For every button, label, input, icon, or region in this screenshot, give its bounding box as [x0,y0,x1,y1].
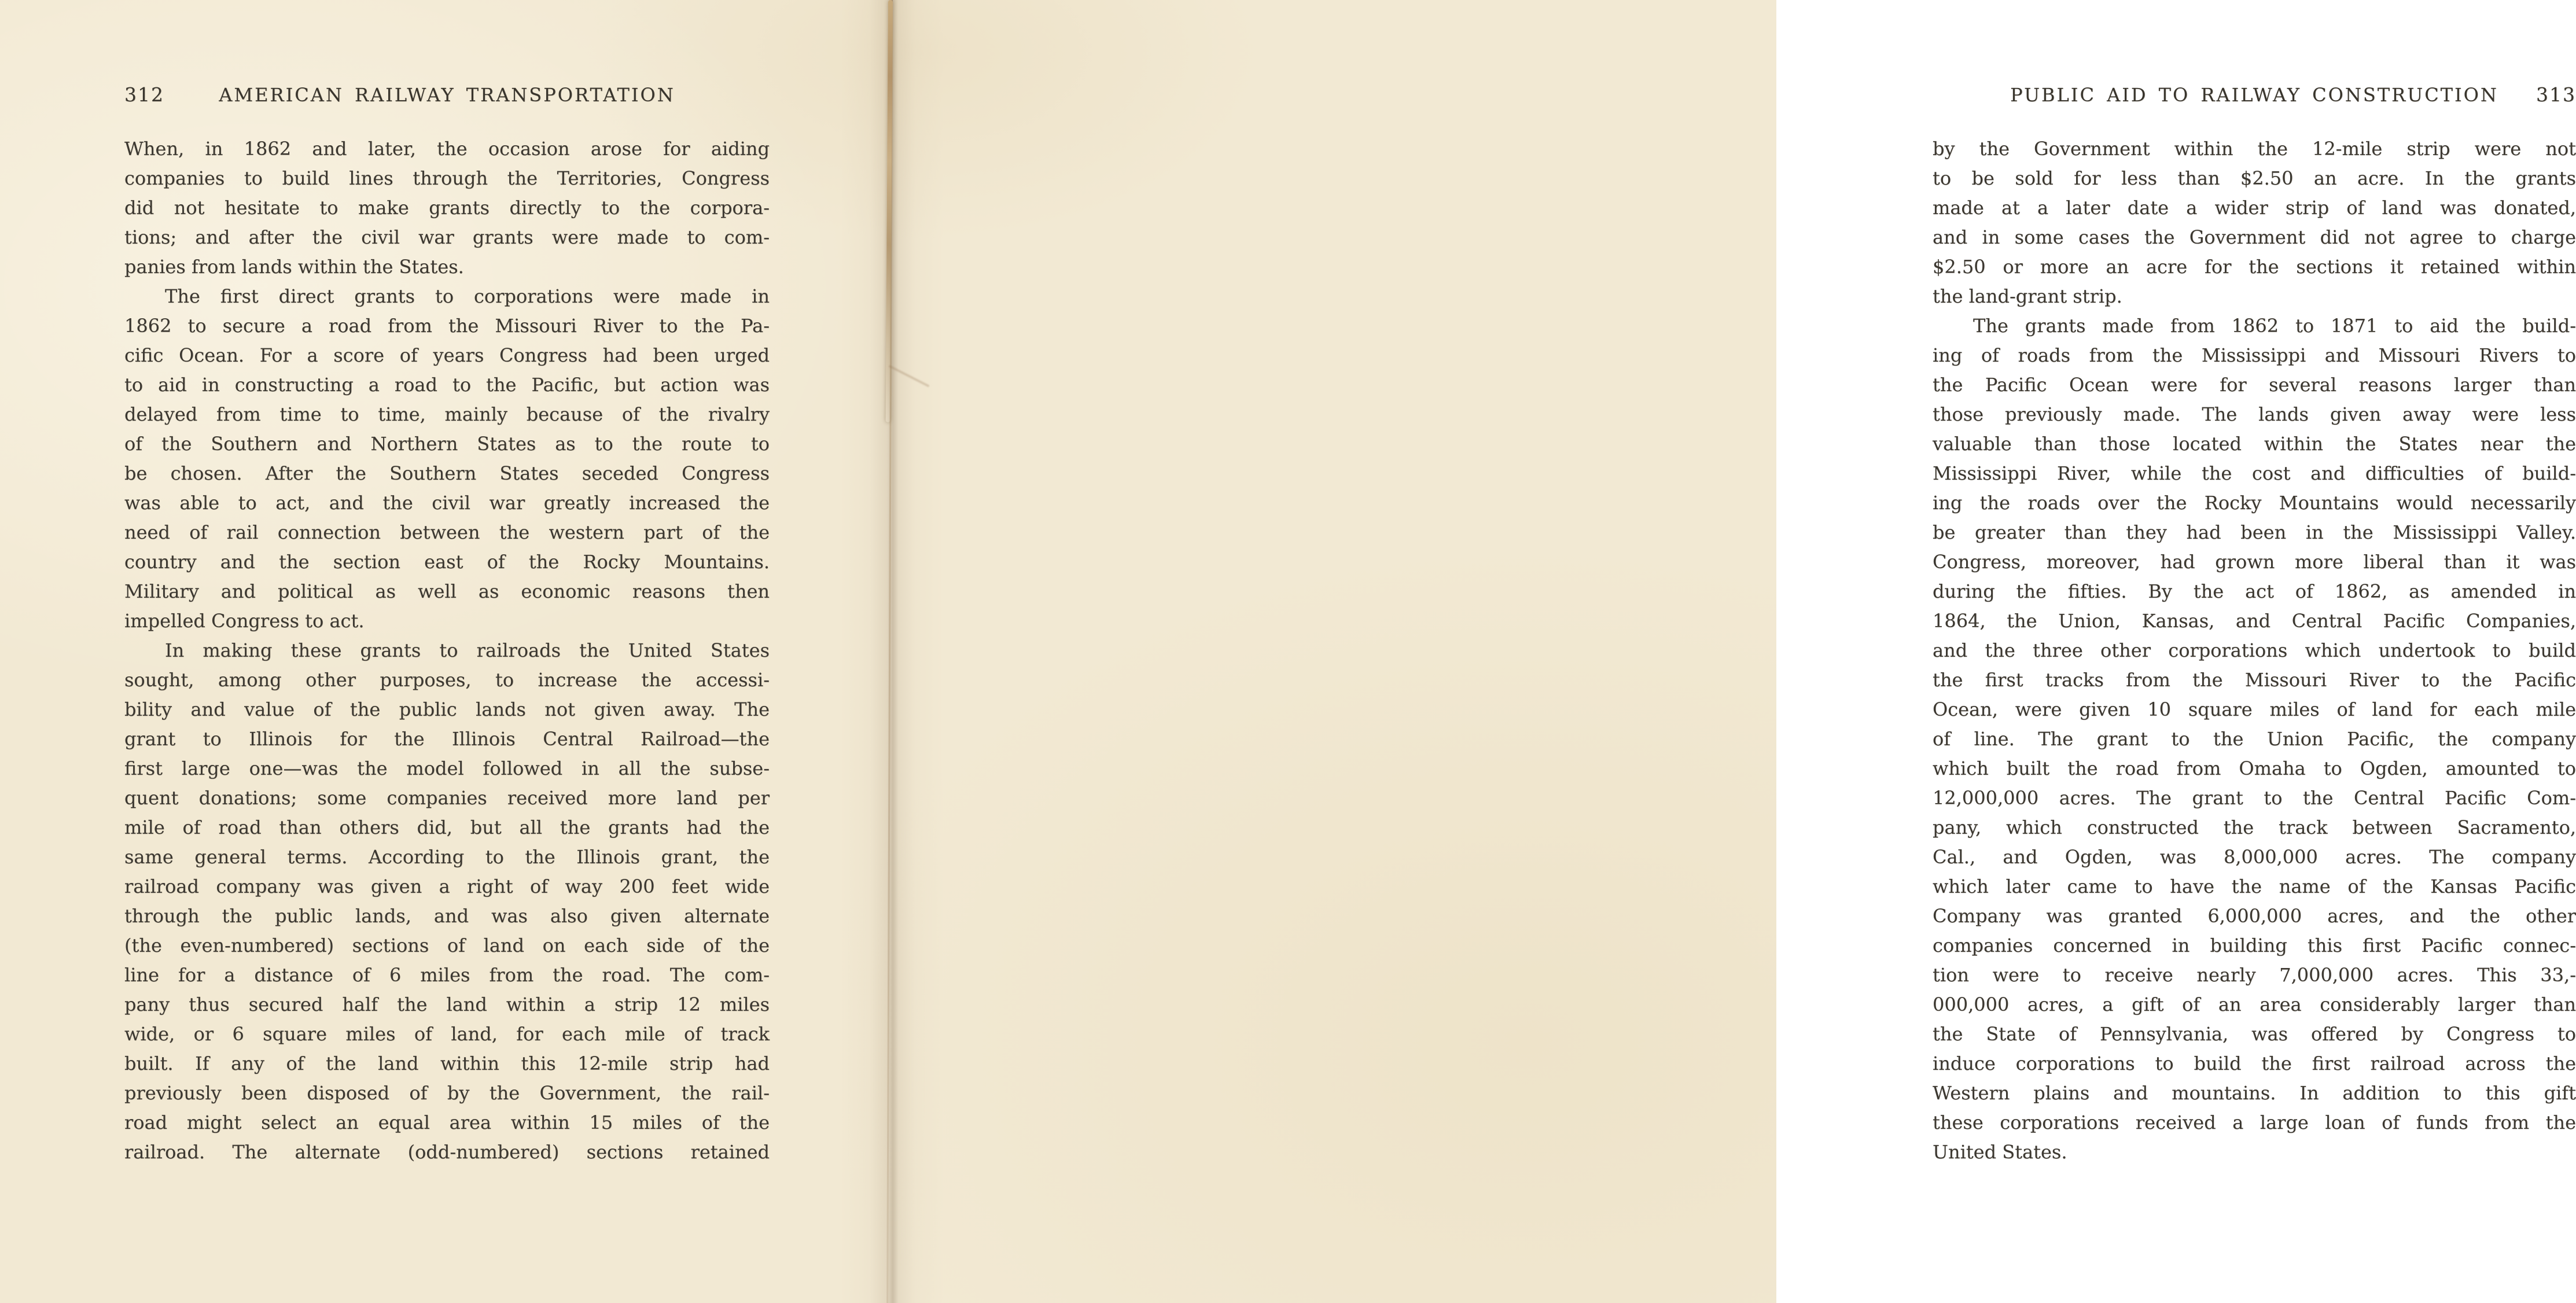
text-line: wide, or 6 square miles of land, for each mile of track [124,1023,770,1045]
text-line: to be sold for less than $2.50 an acre. In the grants [1933,167,2576,189]
text-line: built. If any of the land within this 12-mile strip had [124,1052,770,1074]
text-line: railroad. The alternate (odd-numbered) sections retained [124,1141,770,1163]
text-line: 12,000,000 acres. The grant to the Central Pacific Com- [1933,787,2576,809]
text-line: companies concerned in building this first Pacific connec- [1933,934,2576,956]
text-line: induce corporations to build the first railroad across the [1933,1052,2576,1074]
text-line: mile of road than others did, but all the grants had the [124,816,770,838]
text-line: by the Government within the 12-mile strip were not [1933,138,2576,160]
text-line: panies from lands within the States. [124,256,464,278]
text-line: Congress, moreover, had grown more liberal than it was [1933,551,2576,573]
text-line: to aid in constructing a road to the Pacific, but action was [124,374,770,396]
text-line: same general terms. According to the Illinois grant, the [124,846,770,868]
text-line: The grants made from 1862 to 1871 to aid the build- [1973,315,2576,337]
text-line: the State of Pennsylvania, was offered by Congress to [1933,1023,2576,1045]
right-page-header [1933,82,2576,108]
text-line: line for a distance of 6 miles from the road. The com- [124,964,770,986]
text-line: was able to act, and the civil war greatly increased the [124,492,770,514]
text-line: be chosen. After the Southern States seceded Congress [124,462,770,484]
text-line: $2.50 or more an acre for the sections it retained within [1933,256,2576,278]
text-line: ing the roads over the Rocky Mountains would necessarily [1933,492,2576,514]
text-line: those previously made. The lands given away were less [1933,403,2576,425]
right-running-title: PUBLIC AID TO RAILWAY CONSTRUCTION [2010,84,2498,106]
text-line: tion were to receive nearly 7,000,000 acres. This 33,- [1933,964,2576,986]
text-line: companies to build lines through the Territories, Congress [124,167,770,189]
text-line: Cal., and Ogden, was 8,000,000 acres. The company [1933,846,2576,868]
text-line: grant to Illinois for the Illinois Central Railroad—the [124,728,770,750]
text-line: pany, which constructed the track between Sacramento, [1933,816,2576,838]
text-line: impelled Congress to act. [124,610,365,632]
text-line: country and the section east of the Rocky Mountains. [124,551,770,573]
text-line: and in some cases the Government did not agree to charge [1933,226,2576,248]
text-line: When, in 1862 and later, the occasion arose for aiding [124,138,770,160]
right-page-text [1933,134,2576,1167]
left-page-header [124,82,770,108]
left-running-title: AMERICAN RAILWAY TRANSPORTATION [219,84,675,106]
text-line: these corporations received a large loan of funds from the [1933,1111,2576,1133]
text-line: delayed from time to time, mainly because of the rivalry [124,403,770,425]
text-line: bility and value of the public lands not given away. The [124,698,770,720]
text-line: Western plains and mountains. In addition to this gift [1933,1082,2576,1104]
text-line: the land-grant strip. [1933,285,2122,307]
text-line: previously been disposed of by the Government, the rail- [124,1082,770,1104]
text-line: quent donations; some companies received more land per [124,787,770,809]
text-line: did not hesitate to make grants directly to the corpora- [124,197,770,219]
text-line: (the even-numbered) sections of land on each side of the [124,934,770,956]
text-line: through the public lands, and was also given alternate [124,905,770,927]
text-line: need of rail connection between the western part of the [124,521,770,543]
text-line: sought, among other purposes, to increase the accessi- [124,669,770,691]
text-line: road might select an equal area within 15 miles of the [124,1111,770,1133]
left-page-number: 312 [124,83,164,106]
text-line: United States. [1933,1141,2067,1163]
text-line: 1862 to secure a road from the Missouri River to the Pa- [124,315,770,337]
text-line: made at a later date a wider strip of land was donated, [1933,197,2576,219]
text-line: which built the road from Omaha to Ogden, amounted to [1933,757,2576,779]
text-line: the Pacific Ocean were for several reasons larger than [1933,374,2576,396]
text-line: of line. The grant to the Union Pacific, the company [1933,728,2576,750]
text-line: pany thus secured half the land within a strip 12 miles [124,993,770,1015]
text-line: valuable than those located within the States near the [1933,433,2576,455]
text-line: railroad company was given a right of way 200 feet wide [124,875,770,897]
text-line: Mississippi River, while the cost and difficulties of build- [1933,462,2576,484]
text-line: the first tracks from the Missouri River to the Pacific [1933,669,2576,691]
text-line: and the three other corporations which undertook to build [1933,639,2576,661]
text-line: Ocean, were given 10 square miles of land for each mile [1933,698,2576,720]
text-line: which later came to have the name of the Kansas Pacific [1933,875,2576,897]
text-line: during the fifties. By the act of 1862, as amended in [1933,580,2576,602]
right-page-number: 313 [2536,83,2576,106]
text-line: Military and political as well as economic reasons then [124,580,770,602]
text-line: be greater than they had been in the Mississippi Valley. [1933,521,2576,543]
text-line: ing of roads from the Mississippi and Missouri Rivers to [1933,344,2576,366]
right-page [888,0,2576,1303]
left-page-text [124,134,770,1167]
text-line: The first direct grants to corporations were made in [165,285,770,307]
text-line: 1864, the Union, Kansas, and Central Pacific Companies, [1933,610,2576,632]
text-line: of the Southern and Northern States as to the route to [124,433,770,455]
left-page [0,0,888,1303]
text-line: In making these grants to railroads the United States [165,639,770,661]
text-line: 000,000 acres, a gift of an area considerably larger than [1933,993,2576,1015]
text-line: cific Ocean. For a score of years Congress had been urged [124,344,770,366]
text-line: first large one—was the model followed in all the subse- [124,757,770,779]
text-line: tions; and after the civil war grants were made to com- [124,226,770,248]
text-line: Company was granted 6,000,000 acres, and the other [1933,905,2576,927]
